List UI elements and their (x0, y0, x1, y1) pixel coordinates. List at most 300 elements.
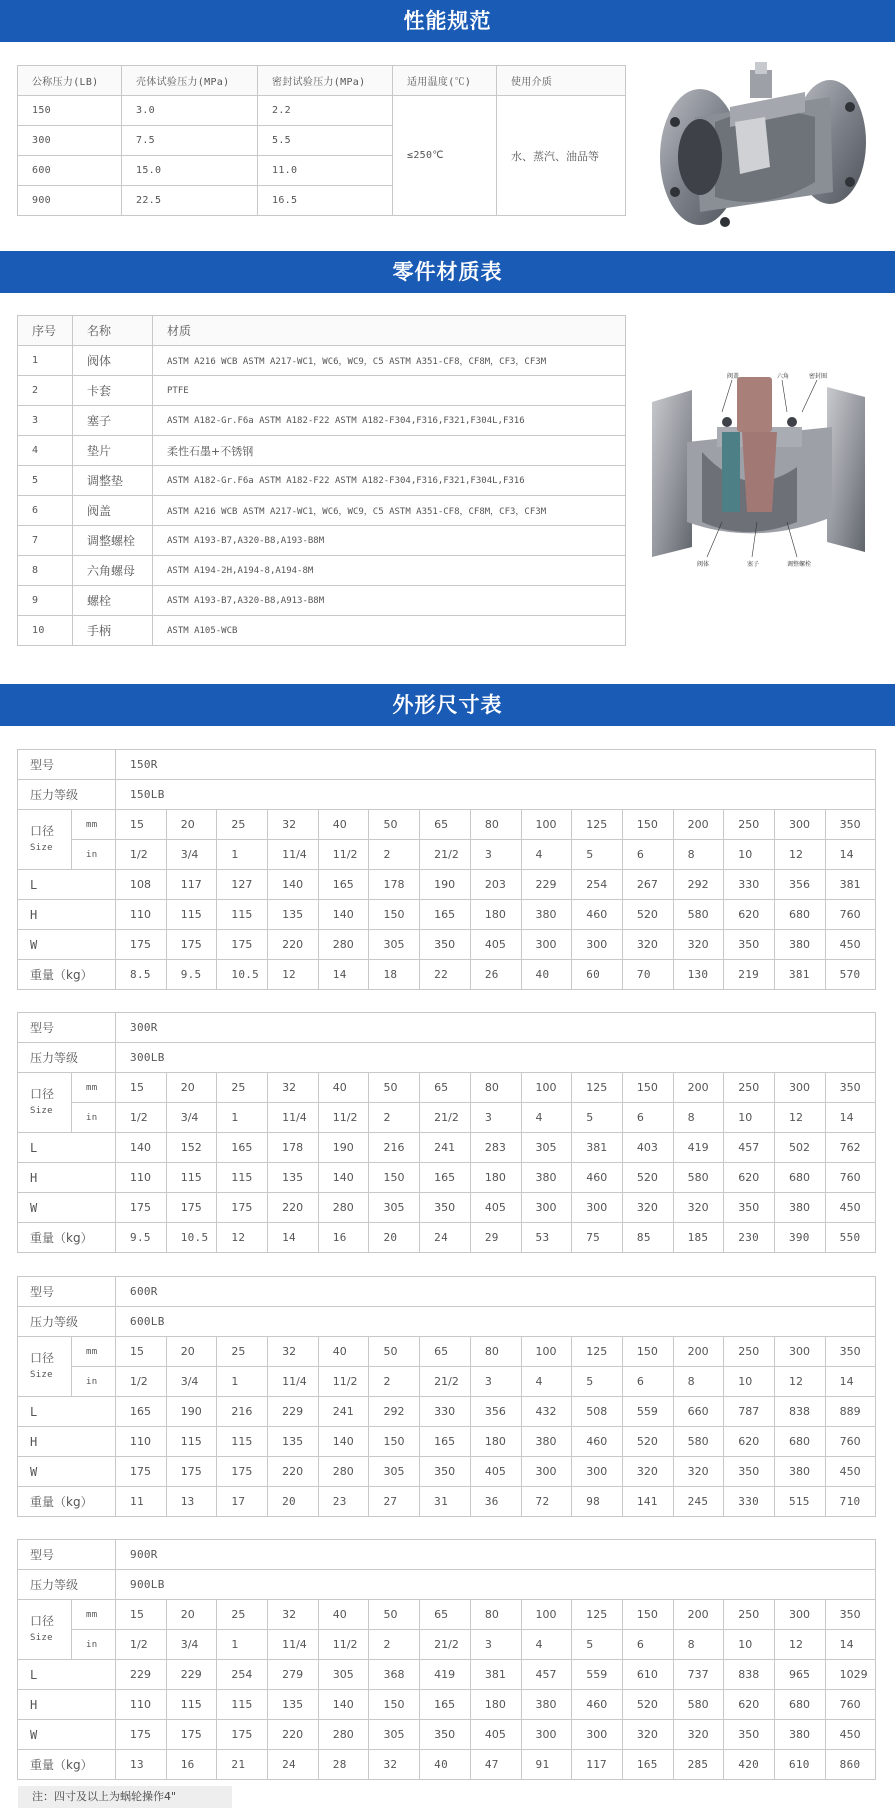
H-cell: 460 (572, 1163, 623, 1193)
perf-header: 适用温度(℃) (393, 66, 497, 96)
weight-cell: 381 (774, 960, 825, 990)
size-in-cell: 6 (622, 1103, 673, 1133)
size-in-cell: 14 (825, 1103, 876, 1133)
size-in-cell: 12 (774, 1630, 825, 1660)
weight-cell: 75 (572, 1223, 623, 1253)
weight-cell: 53 (521, 1223, 572, 1253)
dimension-table-900R (17, 1539, 876, 1780)
H-cell: 620 (724, 900, 775, 930)
H-cell: 180 (470, 900, 521, 930)
size-mm-cell: 65 (420, 1600, 471, 1630)
label-pressure: 压力等级 (18, 780, 116, 810)
L-cell: 229 (521, 870, 572, 900)
perf-header: 公称压力(LB) (18, 66, 122, 96)
H-cell: 135 (268, 900, 319, 930)
weight-cell: 85 (622, 1223, 673, 1253)
H-cell: 150 (369, 1690, 420, 1720)
weight-cell: 9.5 (166, 960, 217, 990)
label-L: L (18, 870, 116, 900)
weight-cell: 22 (420, 960, 471, 990)
mat-name: 阀盖 (73, 496, 153, 526)
L-cell: 381 (825, 870, 876, 900)
L-cell: 216 (369, 1133, 420, 1163)
W-cell: 300 (572, 1457, 623, 1487)
H-cell: 520 (622, 900, 673, 930)
size-in-cell: 11/4 (268, 1630, 319, 1660)
label-W: W (18, 1720, 116, 1750)
size-in-cell: 1 (217, 1103, 268, 1133)
perf-cell: 11.0 (258, 156, 393, 186)
W-cell: 300 (521, 930, 572, 960)
size-mm-cell: 32 (268, 1337, 319, 1367)
H-cell: 115 (166, 1163, 217, 1193)
size-mm-cell: 350 (825, 810, 876, 840)
size-mm-cell: 200 (673, 810, 724, 840)
size-mm-cell: 300 (774, 1600, 825, 1630)
L-cell: 502 (774, 1133, 825, 1163)
size-mm-cell: 100 (521, 1073, 572, 1103)
H-cell: 150 (369, 1427, 420, 1457)
H-cell: 680 (774, 1427, 825, 1457)
label-H: H (18, 1163, 116, 1193)
weight-cell: 18 (369, 960, 420, 990)
weight-cell: 515 (774, 1487, 825, 1517)
mat-material: ASTM A194-2H,A194-8,A194-8M (153, 556, 626, 586)
H-cell: 760 (825, 1690, 876, 1720)
H-cell: 165 (420, 1163, 471, 1193)
size-in-cell: 8 (673, 1103, 724, 1133)
size-in-cell: 4 (521, 1630, 572, 1660)
size-mm-cell: 50 (369, 1337, 420, 1367)
H-cell: 580 (673, 900, 724, 930)
mat-name: 垫片 (73, 436, 153, 466)
size-in-cell: 12 (774, 1103, 825, 1133)
W-cell: 300 (572, 1720, 623, 1750)
weight-cell: 390 (774, 1223, 825, 1253)
L-cell: 381 (470, 1660, 521, 1690)
size-in-cell: 11/4 (268, 840, 319, 870)
W-cell: 175 (116, 1720, 167, 1750)
size-in-cell: 5 (572, 1103, 623, 1133)
L-cell: 241 (420, 1133, 471, 1163)
size-mm-cell: 80 (470, 810, 521, 840)
L-cell: 737 (673, 1660, 724, 1690)
size-in-cell: 11/2 (318, 840, 369, 870)
size-in-cell: 1/2 (116, 1630, 167, 1660)
label-size-en: Size (30, 842, 53, 853)
weight-cell: 285 (673, 1750, 724, 1780)
size-in-cell: 14 (825, 1367, 876, 1397)
size-in-cell: 3/4 (166, 1103, 217, 1133)
H-cell: 140 (318, 900, 369, 930)
L-cell: 267 (622, 870, 673, 900)
perf-cell: 15.0 (122, 156, 258, 186)
W-cell: 175 (166, 1457, 217, 1487)
model-value: 150R (116, 750, 876, 780)
label-size-cn: 口径 (30, 1086, 55, 1101)
label-size-cn: 口径 (30, 1350, 55, 1365)
W-cell: 280 (318, 1457, 369, 1487)
label-L: L (18, 1397, 116, 1427)
size-in-cell: 5 (572, 1630, 623, 1660)
label-W: W (18, 1457, 116, 1487)
weight-cell: 47 (470, 1750, 521, 1780)
label-model: 型号 (18, 1540, 116, 1570)
size-in-cell: 14 (825, 1630, 876, 1660)
size-in-cell: 1/2 (116, 1103, 167, 1133)
label-pressure: 压力等级 (18, 1043, 116, 1073)
H-cell: 760 (825, 1163, 876, 1193)
weight-cell: 32 (369, 1750, 420, 1780)
label-model: 型号 (18, 1277, 116, 1307)
size-mm-cell: 80 (470, 1073, 521, 1103)
W-cell: 320 (673, 1457, 724, 1487)
perf-cell: 7.5 (122, 126, 258, 156)
weight-cell: 219 (724, 960, 775, 990)
L-cell: 190 (420, 870, 471, 900)
weight-cell: 40 (521, 960, 572, 990)
W-cell: 350 (724, 930, 775, 960)
W-cell: 380 (774, 1193, 825, 1223)
L-cell: 152 (166, 1133, 217, 1163)
L-cell: 283 (470, 1133, 521, 1163)
size-mm-cell: 15 (116, 1073, 167, 1103)
W-cell: 220 (268, 1720, 319, 1750)
size-in-cell: 21/2 (420, 1103, 471, 1133)
H-cell: 115 (217, 1163, 268, 1193)
W-cell: 320 (622, 1457, 673, 1487)
label-size-en: Size (30, 1105, 53, 1116)
W-cell: 175 (116, 930, 167, 960)
mat-no: 1 (18, 346, 73, 376)
L-cell: 229 (116, 1660, 167, 1690)
size-in-cell: 2 (369, 1630, 420, 1660)
size-mm-cell: 50 (369, 1600, 420, 1630)
H-cell: 140 (318, 1163, 369, 1193)
H-cell: 115 (166, 900, 217, 930)
H-cell: 110 (116, 1690, 167, 1720)
size-mm-cell: 65 (420, 810, 471, 840)
W-cell: 450 (825, 1720, 876, 1750)
size-in-cell: 1/2 (116, 840, 167, 870)
W-cell: 405 (470, 1457, 521, 1487)
size-mm-cell: 100 (521, 1337, 572, 1367)
size-in-cell: 1 (217, 840, 268, 870)
mat-no: 6 (18, 496, 73, 526)
L-cell: 178 (369, 870, 420, 900)
weight-cell: 550 (825, 1223, 876, 1253)
size-mm-cell: 125 (572, 810, 623, 840)
W-cell: 320 (622, 1193, 673, 1223)
mat-name: 六角螺母 (73, 556, 153, 586)
L-cell: 403 (622, 1133, 673, 1163)
L-cell: 508 (572, 1397, 623, 1427)
size-in-cell: 3 (470, 1103, 521, 1133)
label-L: L (18, 1133, 116, 1163)
size-mm-cell: 20 (166, 1073, 217, 1103)
weight-cell: 245 (673, 1487, 724, 1517)
H-cell: 760 (825, 1427, 876, 1457)
L-cell: 419 (420, 1660, 471, 1690)
size-mm-cell: 32 (268, 1600, 319, 1630)
L-cell: 117 (166, 870, 217, 900)
size-mm-cell: 65 (420, 1073, 471, 1103)
size-mm-cell: 300 (774, 1073, 825, 1103)
size-in-cell: 11/4 (268, 1103, 319, 1133)
H-cell: 680 (774, 1690, 825, 1720)
weight-cell: 12 (217, 1223, 268, 1253)
size-in-cell: 4 (521, 1367, 572, 1397)
label-weight: 重量（kg） (18, 1487, 116, 1517)
H-cell: 165 (420, 1427, 471, 1457)
size-in-cell: 11/2 (318, 1103, 369, 1133)
label-model: 型号 (18, 750, 116, 780)
pressure-value: 900LB (116, 1570, 876, 1600)
size-in-cell: 10 (724, 1630, 775, 1660)
size-mm-cell: 300 (774, 810, 825, 840)
weight-cell: 28 (318, 1750, 369, 1780)
label-mm: mm (72, 1600, 116, 1630)
W-cell: 175 (217, 1457, 268, 1487)
mat-no: 5 (18, 466, 73, 496)
size-mm-cell: 25 (217, 1600, 268, 1630)
H-cell: 380 (521, 1163, 572, 1193)
weight-cell: 13 (116, 1750, 167, 1780)
weight-cell: 26 (470, 960, 521, 990)
W-cell: 175 (166, 1193, 217, 1223)
L-cell: 457 (521, 1660, 572, 1690)
weight-cell: 70 (622, 960, 673, 990)
W-cell: 450 (825, 930, 876, 960)
label-pressure: 压力等级 (18, 1570, 116, 1600)
H-cell: 110 (116, 1163, 167, 1193)
mat-material: ASTM A105-WCB (153, 616, 626, 646)
weight-cell: 14 (318, 960, 369, 990)
model-value: 900R (116, 1540, 876, 1570)
pressure-value: 300LB (116, 1043, 876, 1073)
size-in-cell: 2 (369, 1367, 420, 1397)
size-in-cell: 21/2 (420, 1367, 471, 1397)
W-cell: 350 (420, 1720, 471, 1750)
W-cell: 380 (774, 1720, 825, 1750)
weight-cell: 98 (572, 1487, 623, 1517)
perf-cell: 22.5 (122, 186, 258, 216)
W-cell: 320 (673, 1193, 724, 1223)
W-cell: 320 (673, 930, 724, 960)
size-in-cell: 5 (572, 840, 623, 870)
H-cell: 520 (622, 1690, 673, 1720)
weight-cell: 29 (470, 1223, 521, 1253)
H-cell: 110 (116, 900, 167, 930)
pressure-value: 600LB (116, 1307, 876, 1337)
L-cell: 229 (166, 1660, 217, 1690)
weight-cell: 710 (825, 1487, 876, 1517)
mat-material: 柔性石墨+不锈钢 (153, 436, 626, 466)
size-mm-cell: 15 (116, 1337, 167, 1367)
weight-cell: 230 (724, 1223, 775, 1253)
W-cell: 350 (420, 1457, 471, 1487)
weight-cell: 10.5 (166, 1223, 217, 1253)
size-in-cell: 21/2 (420, 1630, 471, 1660)
size-in-cell: 3/4 (166, 1630, 217, 1660)
performance-table (17, 65, 626, 216)
size-mm-cell: 32 (268, 1073, 319, 1103)
H-cell: 115 (217, 900, 268, 930)
weight-cell: 13 (166, 1487, 217, 1517)
W-cell: 350 (724, 1193, 775, 1223)
label-mm: mm (72, 810, 116, 840)
L-cell: 1029 (825, 1660, 876, 1690)
label-L: L (18, 1660, 116, 1690)
H-cell: 180 (470, 1690, 521, 1720)
weight-cell: 330 (724, 1487, 775, 1517)
size-in-cell: 3/4 (166, 1367, 217, 1397)
size-in-cell: 6 (622, 1630, 673, 1660)
size-mm-cell: 20 (166, 1600, 217, 1630)
mat-material: ASTM A193-B7,A320-B8,A193-B8M (153, 526, 626, 556)
weight-cell: 420 (724, 1750, 775, 1780)
L-cell: 305 (318, 1660, 369, 1690)
mat-header: 材质 (153, 316, 626, 346)
size-mm-cell: 150 (622, 810, 673, 840)
weight-cell: 20 (268, 1487, 319, 1517)
W-cell: 450 (825, 1193, 876, 1223)
perf-cell: 900 (18, 186, 122, 216)
size-mm-cell: 200 (673, 1600, 724, 1630)
size-mm-cell: 50 (369, 810, 420, 840)
size-in-cell: 4 (521, 1103, 572, 1133)
perf-cell: 2.2 (258, 96, 393, 126)
size-in-cell: 1 (217, 1367, 268, 1397)
L-cell: 165 (217, 1133, 268, 1163)
H-cell: 580 (673, 1690, 724, 1720)
size-mm-cell: 40 (318, 1600, 369, 1630)
weight-cell: 36 (470, 1487, 521, 1517)
size-mm-cell: 15 (116, 1600, 167, 1630)
mat-name: 手柄 (73, 616, 153, 646)
weight-cell: 8.5 (116, 960, 167, 990)
L-cell: 305 (521, 1133, 572, 1163)
size-in-cell: 2 (369, 840, 420, 870)
W-cell: 220 (268, 1193, 319, 1223)
section-banner-materials: 零件材质表 (0, 251, 895, 293)
L-cell: 330 (724, 870, 775, 900)
W-cell: 175 (217, 1720, 268, 1750)
size-in-cell: 10 (724, 840, 775, 870)
H-cell: 150 (369, 1163, 420, 1193)
L-cell: 838 (774, 1397, 825, 1427)
W-cell: 175 (116, 1193, 167, 1223)
size-mm-cell: 200 (673, 1073, 724, 1103)
size-in-cell: 5 (572, 1367, 623, 1397)
W-cell: 175 (166, 1720, 217, 1750)
size-in-cell: 10 (724, 1367, 775, 1397)
size-in-cell: 21/2 (420, 840, 471, 870)
mat-name: 调整垫 (73, 466, 153, 496)
H-cell: 150 (369, 900, 420, 930)
diagram-label: 密封圈 (809, 373, 828, 380)
size-mm-cell: 150 (622, 1600, 673, 1630)
H-cell: 620 (724, 1163, 775, 1193)
label-H: H (18, 900, 116, 930)
size-mm-cell: 15 (116, 810, 167, 840)
weight-cell: 9.5 (116, 1223, 167, 1253)
H-cell: 115 (166, 1427, 217, 1457)
size-mm-cell: 125 (572, 1073, 623, 1103)
size-mm-cell: 350 (825, 1337, 876, 1367)
weight-cell: 20 (369, 1223, 420, 1253)
W-cell: 300 (572, 930, 623, 960)
L-cell: 216 (217, 1397, 268, 1427)
L-cell: 140 (268, 870, 319, 900)
size-mm-cell: 20 (166, 1337, 217, 1367)
diagram-label: 塞子 (747, 561, 760, 568)
label-size-en: Size (30, 1369, 53, 1380)
size-in-cell: 3 (470, 1630, 521, 1660)
W-cell: 175 (217, 930, 268, 960)
L-cell: 559 (622, 1397, 673, 1427)
size-in-cell: 11/2 (318, 1630, 369, 1660)
L-cell: 432 (521, 1397, 572, 1427)
size-in-cell: 8 (673, 840, 724, 870)
diagram-label: 阀体 (697, 561, 710, 568)
L-cell: 165 (116, 1397, 167, 1427)
L-cell: 965 (774, 1660, 825, 1690)
L-cell: 127 (217, 870, 268, 900)
H-cell: 380 (521, 900, 572, 930)
W-cell: 320 (622, 1720, 673, 1750)
weight-cell: 40 (420, 1750, 471, 1780)
size-mm-cell: 125 (572, 1600, 623, 1630)
L-cell: 254 (217, 1660, 268, 1690)
mat-material: ASTM A193-B7,A320-B8,A913-B8M (153, 586, 626, 616)
mat-material: ASTM A182-Gr.F6a ASTM A182-F22 ASTM A182-F304,F316,F321,F304L,F316 (153, 406, 626, 436)
L-cell: 610 (622, 1660, 673, 1690)
size-in-cell: 4 (521, 840, 572, 870)
size-mm-cell: 250 (724, 1337, 775, 1367)
perf-header: 使用介质 (497, 66, 626, 96)
H-cell: 140 (318, 1690, 369, 1720)
W-cell: 280 (318, 1193, 369, 1223)
size-in-cell: 6 (622, 1367, 673, 1397)
H-cell: 380 (521, 1690, 572, 1720)
size-in-cell: 14 (825, 840, 876, 870)
W-cell: 350 (724, 1720, 775, 1750)
L-cell: 419 (673, 1133, 724, 1163)
weight-cell: 91 (521, 1750, 572, 1780)
label-W: W (18, 930, 116, 960)
size-mm-cell: 300 (774, 1337, 825, 1367)
H-cell: 580 (673, 1163, 724, 1193)
L-cell: 165 (318, 870, 369, 900)
H-cell: 620 (724, 1690, 775, 1720)
L-cell: 356 (470, 1397, 521, 1427)
mat-material: ASTM A182-Gr.F6a ASTM A182-F22 ASTM A182-F304,F316,F321,F304L,F316 (153, 466, 626, 496)
size-in-cell: 11/2 (318, 1367, 369, 1397)
model-value: 300R (116, 1013, 876, 1043)
weight-cell: 60 (572, 960, 623, 990)
size-mm-cell: 80 (470, 1337, 521, 1367)
size-mm-cell: 150 (622, 1337, 673, 1367)
size-in-cell: 3/4 (166, 840, 217, 870)
H-cell: 110 (116, 1427, 167, 1457)
size-in-cell: 8 (673, 1630, 724, 1660)
size-mm-cell: 150 (622, 1073, 673, 1103)
L-cell: 203 (470, 870, 521, 900)
size-mm-cell: 40 (318, 1073, 369, 1103)
section-banner-dimensions: 外形尺寸表 (0, 684, 895, 726)
H-cell: 760 (825, 900, 876, 930)
